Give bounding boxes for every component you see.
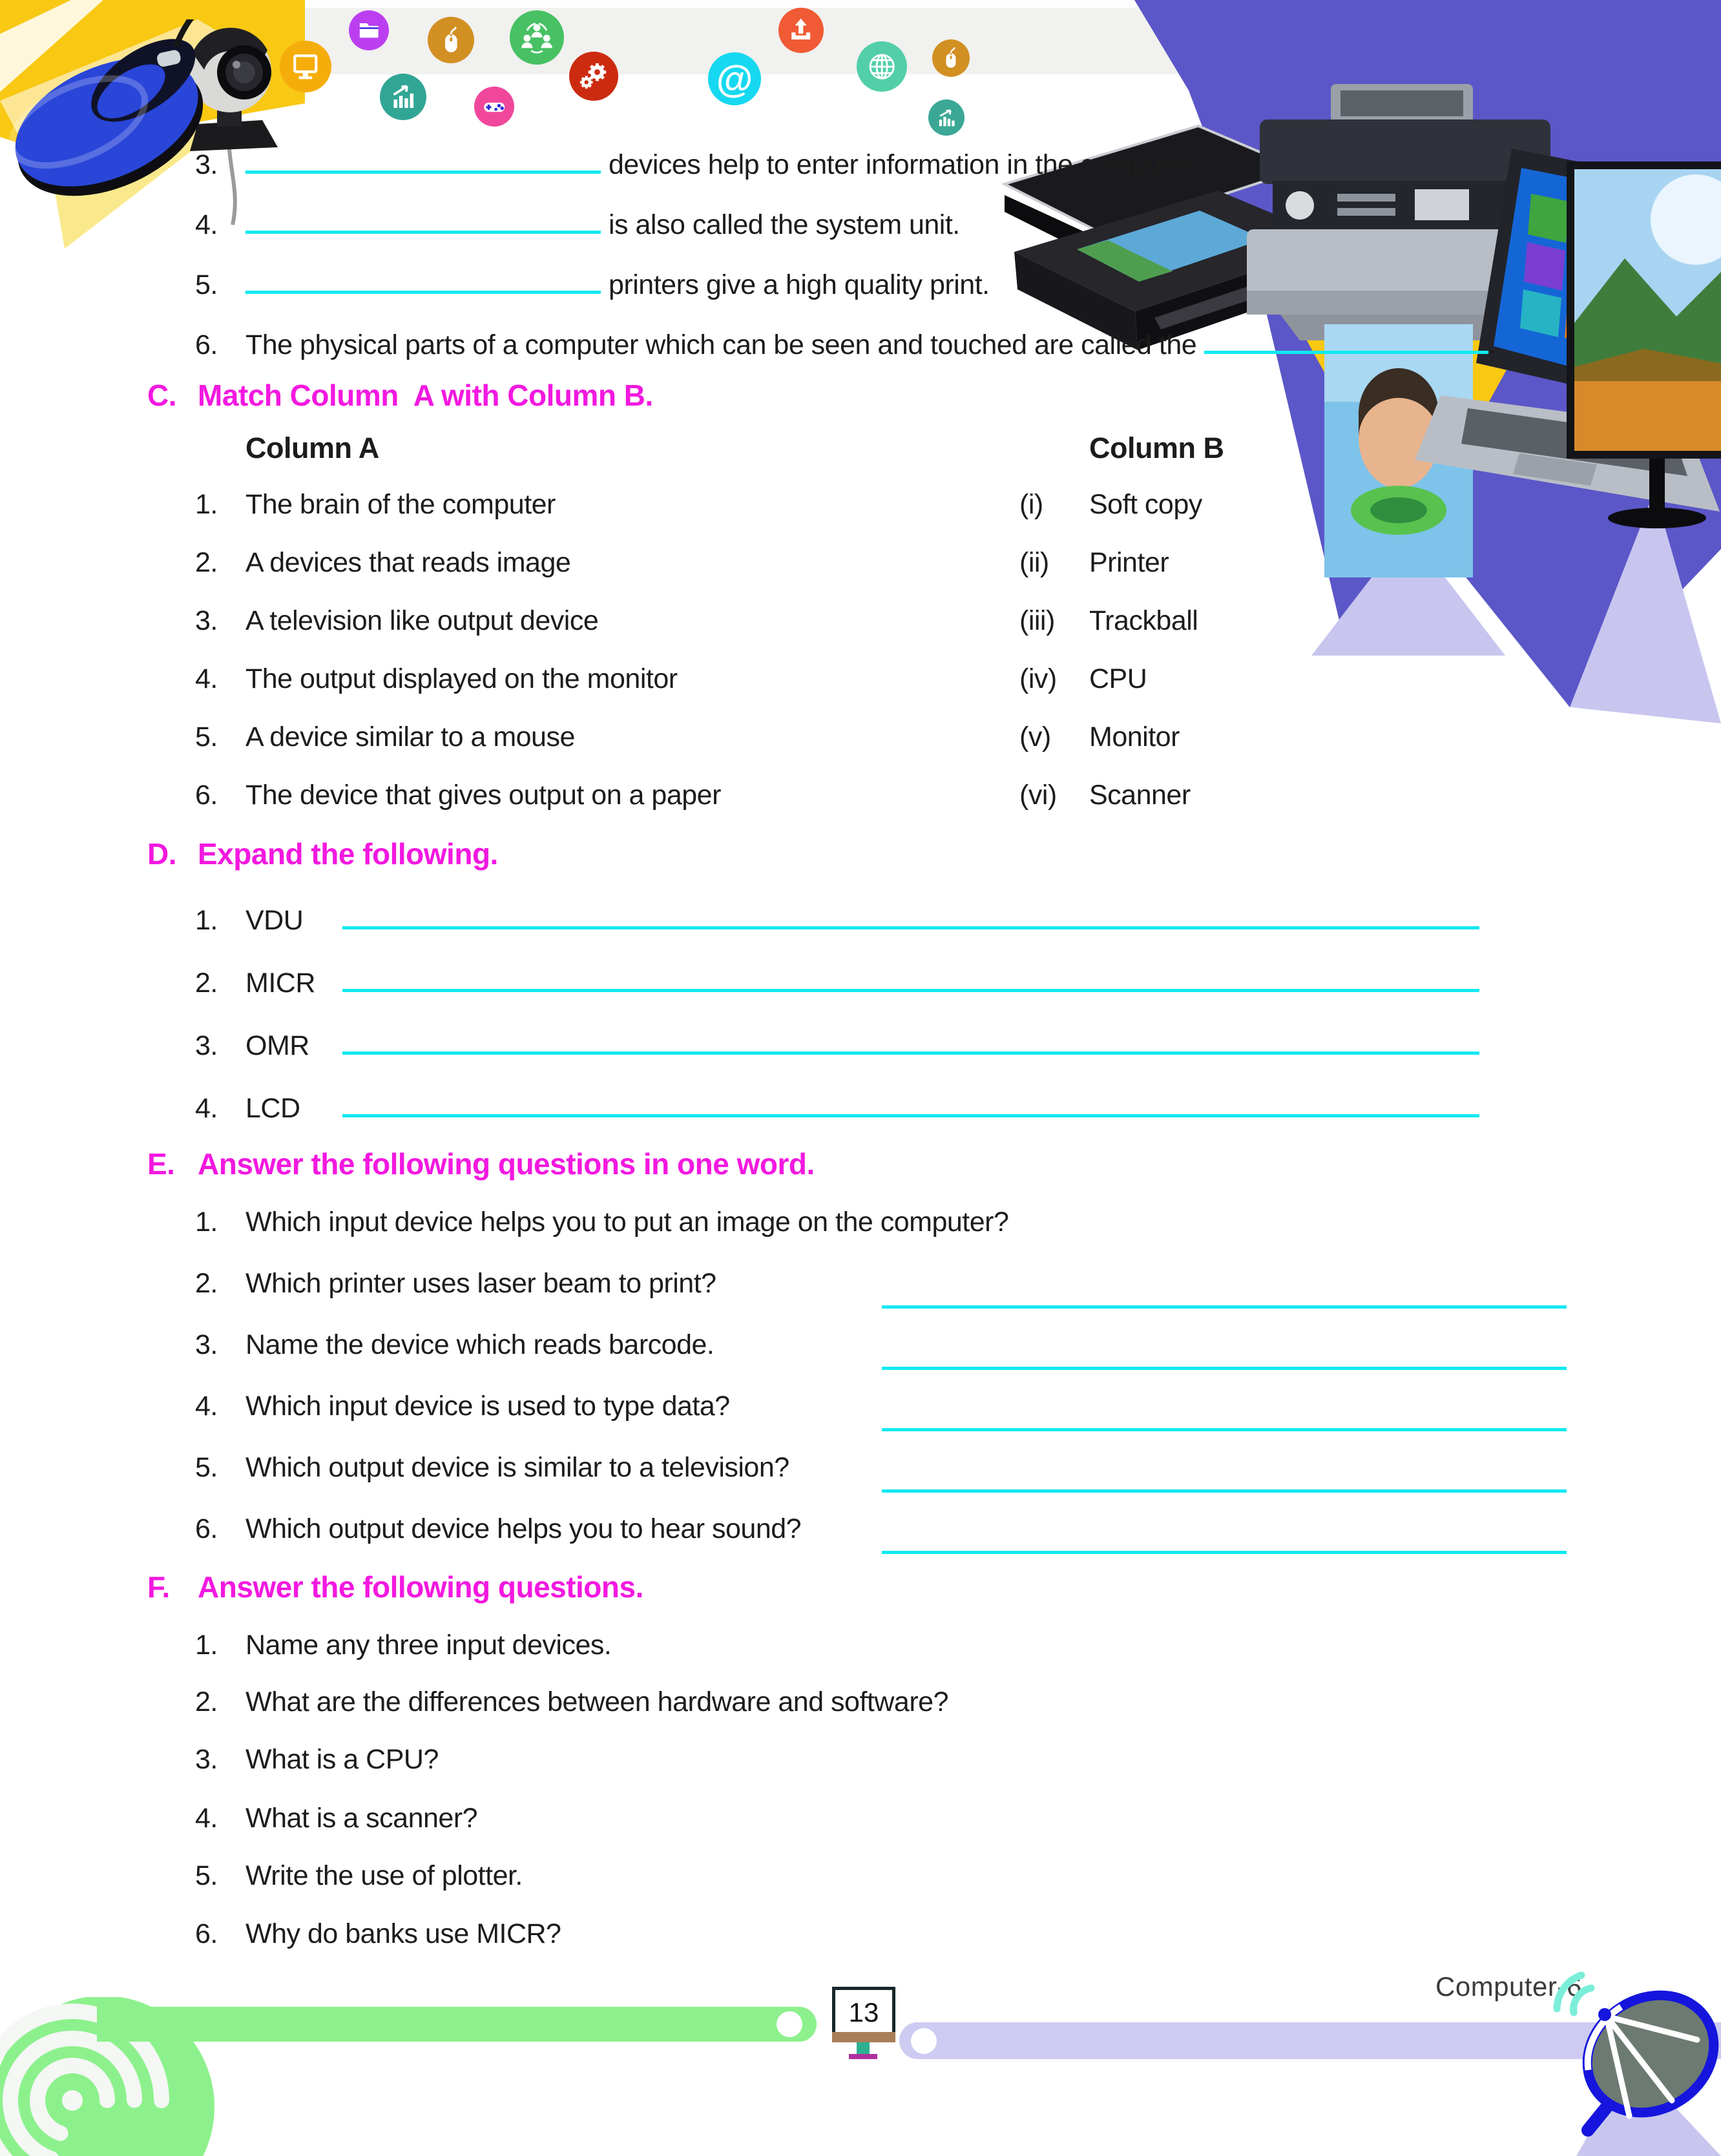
column-a-item: A television like output device xyxy=(245,605,599,636)
section-f-heading xyxy=(147,1570,643,1604)
column-b-header: Column B xyxy=(1089,431,1224,464)
question-text: Which output device is similar to a television? xyxy=(245,1452,789,1483)
row-number: 5. xyxy=(195,1452,218,1483)
mouse-small-icon xyxy=(932,39,970,77)
expand-row xyxy=(195,900,1479,937)
at-glyph: @ xyxy=(716,57,753,100)
plaque-foot xyxy=(849,2054,877,2059)
answer-line xyxy=(342,1088,1479,1117)
match-row xyxy=(195,663,1147,695)
expand-row xyxy=(195,963,1479,999)
row-number: 6. xyxy=(195,1513,218,1544)
abbreviation: LCD xyxy=(245,1093,300,1124)
row-number: 2. xyxy=(195,1686,218,1717)
question-text: Which printer uses laser beam to print? xyxy=(245,1268,716,1299)
abbreviation: VDU xyxy=(245,905,304,936)
answer-line xyxy=(882,1402,1567,1431)
answer-line xyxy=(342,963,1479,992)
fill-item-6 xyxy=(195,325,1496,361)
roman-numeral: (ii) xyxy=(1019,547,1049,578)
row-number: 5. xyxy=(195,1860,218,1891)
row-number: 4. xyxy=(195,663,218,694)
answer-blank xyxy=(1204,325,1488,354)
column-b-item: Soft copy xyxy=(1089,489,1202,520)
answer-line xyxy=(882,1341,1567,1370)
question-text: Which input device helps you to put an image on the computer? xyxy=(245,1207,1009,1238)
answer-blank xyxy=(245,145,601,174)
column-a-item: The output displayed on the monitor xyxy=(245,663,678,694)
item-text-period: . xyxy=(1488,329,1496,360)
answer-blank xyxy=(245,205,601,234)
column-a-item: A devices that reads image xyxy=(245,547,571,578)
column-a-item: The device that gives output on a paper xyxy=(245,780,721,811)
item-number: 4. xyxy=(195,209,218,240)
roman-numeral: (v) xyxy=(1019,721,1051,752)
question-text: What is a scanner? xyxy=(245,1803,478,1834)
item-text: The physical parts of a computer which can be seen and touched are called the xyxy=(245,329,1197,360)
match-row xyxy=(195,721,1180,753)
row-number: 2. xyxy=(195,547,218,578)
chart-icon xyxy=(380,74,426,120)
mouse-webcam-photo xyxy=(6,19,297,226)
question-text: Which input device is used to type data? xyxy=(245,1391,730,1422)
item-number: 6. xyxy=(195,329,218,360)
footer-green-bar xyxy=(97,2007,817,2042)
row-number: 6. xyxy=(195,780,218,811)
question-text: Write the use of plotter. xyxy=(245,1860,523,1891)
plaque-base xyxy=(832,2032,895,2042)
book-title-label: Computer-6 xyxy=(1435,1971,1582,2002)
question-row xyxy=(195,1803,477,1834)
row-number: 6. xyxy=(195,1918,218,1949)
answer-line xyxy=(342,1026,1479,1055)
section-letter: D. xyxy=(147,837,176,871)
at-icon xyxy=(708,52,761,105)
one-word-row xyxy=(195,1268,716,1313)
answer-line xyxy=(882,1280,1567,1309)
row-number: 5. xyxy=(195,721,218,752)
roman-numeral: (i) xyxy=(1019,489,1043,520)
footer-bar-dot xyxy=(777,2011,802,2037)
section-d-heading xyxy=(147,836,498,871)
column-b-item: Monitor xyxy=(1089,721,1180,752)
roman-numeral: (vi) xyxy=(1019,780,1057,811)
upload-icon xyxy=(778,8,824,53)
question-row xyxy=(195,1918,561,1950)
mouse-icon xyxy=(428,17,474,63)
answer-blank xyxy=(245,265,601,294)
match-row xyxy=(195,605,1198,637)
answer-line xyxy=(882,1525,1567,1554)
question-text: What are the differences between hardware and software? xyxy=(245,1686,948,1717)
question-text: Which output device helps you to hear sound? xyxy=(245,1513,802,1544)
item-text: devices help to enter information in the computer. xyxy=(609,149,1200,180)
one-word-row xyxy=(195,1452,789,1497)
row-number: 1. xyxy=(195,1207,218,1238)
row-number: 1. xyxy=(195,1630,218,1661)
row-number: 4. xyxy=(195,1093,218,1124)
expand-row xyxy=(195,1026,1479,1062)
item-text: is also called the system unit. xyxy=(609,209,960,240)
row-number: 1. xyxy=(195,489,218,520)
question-row xyxy=(195,1686,948,1718)
question-text: Name any three input devices. xyxy=(245,1630,612,1661)
row-number: 1. xyxy=(195,905,218,936)
question-row xyxy=(195,1744,439,1776)
question-text: Why do banks use MICR? xyxy=(245,1918,561,1949)
page-number-plaque xyxy=(832,1987,895,2038)
fill-item-4 xyxy=(195,205,960,241)
section-letter: E. xyxy=(147,1147,175,1181)
section-e-heading xyxy=(147,1146,815,1181)
match-row xyxy=(195,489,1202,521)
row-number: 4. xyxy=(195,1391,218,1422)
chart-small-icon xyxy=(928,99,965,136)
section-title: Match Column A with Column B. xyxy=(198,378,653,412)
match-row xyxy=(195,780,1191,811)
footer-bar-dot xyxy=(911,2028,937,2054)
row-number: 4. xyxy=(195,1803,218,1834)
column-b-item: Scanner xyxy=(1089,780,1191,811)
expand-row xyxy=(195,1088,1479,1125)
match-row xyxy=(195,547,1169,579)
row-number: 2. xyxy=(195,1268,218,1299)
one-word-row xyxy=(195,1329,714,1374)
row-number: 3. xyxy=(195,1744,218,1775)
monitor-icon xyxy=(280,41,331,92)
section-letter: F. xyxy=(147,1570,170,1604)
question-text: What is a CPU? xyxy=(245,1744,439,1775)
section-c-heading xyxy=(147,378,653,413)
people-icon xyxy=(510,10,564,65)
column-a-item: A device similar to a mouse xyxy=(245,721,575,752)
column-a-item: The brain of the computer xyxy=(245,489,556,520)
item-number: 3. xyxy=(195,149,218,180)
webcam-photo xyxy=(189,28,278,225)
item-number: 5. xyxy=(195,269,218,300)
section-letter: C. xyxy=(147,378,176,412)
one-word-row xyxy=(195,1207,1008,1252)
folder-icon xyxy=(349,10,389,50)
abbreviation: MICR xyxy=(245,968,315,999)
page-number: 13 xyxy=(848,1997,879,2027)
signal-arcs-icon xyxy=(1557,1975,1591,2013)
section-title: Answer the following questions in one word. xyxy=(198,1147,815,1181)
question-text: Name the device which reads barcode. xyxy=(245,1329,714,1360)
answer-line xyxy=(882,1464,1567,1493)
row-number: 3. xyxy=(195,1030,218,1061)
row-number: 3. xyxy=(195,1329,218,1360)
row-number: 2. xyxy=(195,968,218,999)
gamepad-icon xyxy=(474,87,514,127)
row-number: 3. xyxy=(195,605,218,636)
fill-item-5 xyxy=(195,265,990,301)
column-b-item: Trackball xyxy=(1089,605,1198,636)
globe-icon xyxy=(857,41,907,92)
roman-numeral: (iv) xyxy=(1019,663,1057,694)
abbreviation: OMR xyxy=(245,1030,309,1061)
answer-line xyxy=(342,900,1479,929)
question-row xyxy=(195,1860,523,1892)
column-b-item: Printer xyxy=(1089,547,1169,578)
one-word-row xyxy=(195,1513,801,1559)
section-title: Answer the following questions. xyxy=(198,1570,643,1604)
plaque-stem xyxy=(857,2042,870,2055)
fill-item-3 xyxy=(195,145,1199,181)
roman-numeral: (iii) xyxy=(1019,605,1055,636)
item-text: printers give a high quality print. xyxy=(609,269,990,300)
one-word-row xyxy=(195,1391,730,1436)
column-b-item: CPU xyxy=(1089,663,1147,694)
satellite-dish-ornament xyxy=(1538,1964,1721,2156)
section-title: Expand the following. xyxy=(198,837,498,871)
gears-icon xyxy=(569,52,618,101)
question-row xyxy=(195,1630,611,1661)
column-a-header: Column A xyxy=(245,431,379,464)
